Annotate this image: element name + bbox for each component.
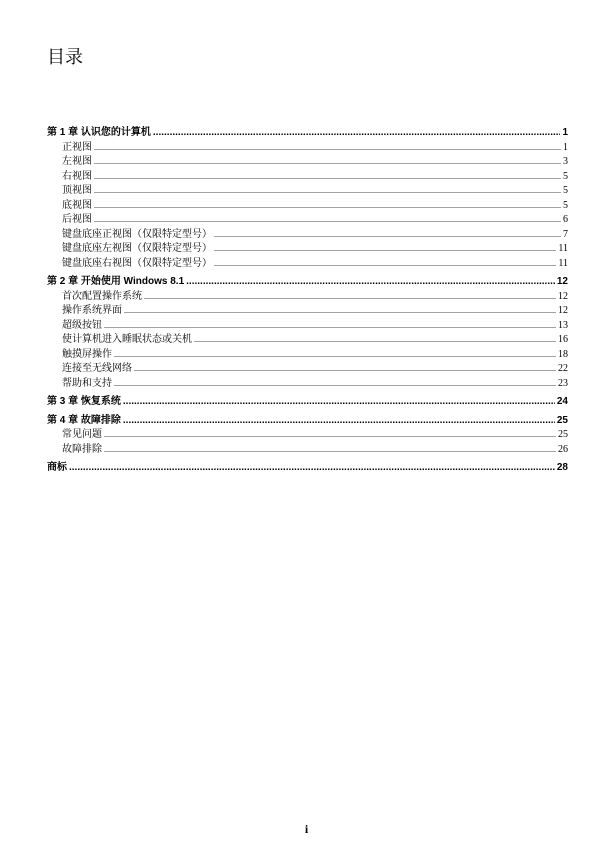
dot-leader bbox=[114, 348, 556, 363]
toc-page-number: 12 bbox=[558, 290, 568, 302]
toc-section-charms[interactable] bbox=[47, 319, 568, 334]
dot-leader bbox=[94, 184, 561, 199]
dot-leader bbox=[144, 290, 556, 305]
toc-section-wireless[interactable] bbox=[47, 362, 568, 377]
toc-section-rear-view[interactable] bbox=[47, 213, 568, 228]
toc-entry-label: 键盘底座正视图（仅限特定型号） bbox=[62, 228, 212, 240]
dot-leader bbox=[214, 228, 561, 243]
dot-leader bbox=[134, 362, 556, 377]
toc-section-keyboard-base-right-view[interactable] bbox=[47, 257, 568, 272]
toc-section-touchscreen[interactable] bbox=[47, 348, 568, 363]
toc-page-number: 5 bbox=[563, 170, 568, 182]
dot-leader bbox=[94, 199, 561, 214]
toc-page-number: 6 bbox=[563, 214, 568, 225]
toc-section-faq[interactable] bbox=[47, 428, 568, 443]
dot-leader bbox=[69, 461, 555, 476]
toc-page-number: 5 bbox=[563, 185, 568, 196]
dot-leader bbox=[104, 319, 556, 334]
toc-chapter-3[interactable] bbox=[47, 395, 568, 410]
toc-entry-label: 第 3 章 恢复系统 bbox=[47, 396, 121, 407]
dot-leader bbox=[94, 141, 561, 156]
toc-entry-label: 故障排除 bbox=[62, 443, 102, 455]
toc-entry-label: 帮助和支持 bbox=[62, 377, 112, 389]
toc-section-front-view[interactable] bbox=[47, 141, 568, 156]
dot-leader bbox=[214, 257, 556, 272]
toc-section-keyboard-base-left-view[interactable] bbox=[47, 242, 568, 257]
toc-section-os-interface[interactable] bbox=[47, 304, 568, 319]
toc-page-number: 18 bbox=[558, 348, 568, 360]
toc-page-number: 25 bbox=[556, 414, 568, 426]
dot-leader bbox=[214, 242, 556, 257]
toc-trademarks[interactable] bbox=[47, 461, 568, 476]
toc-entry-label: 正视图 bbox=[62, 141, 92, 153]
toc-section-help-support[interactable] bbox=[47, 377, 568, 392]
dot-leader bbox=[114, 377, 556, 392]
toc-entry-label: 顶视图 bbox=[62, 185, 92, 196]
toc-section-left-view[interactable] bbox=[47, 155, 568, 170]
toc-entry-label: 第 2 章 开始使用 Windows 8.1 bbox=[47, 276, 185, 287]
toc-page-number: 16 bbox=[558, 334, 568, 345]
page-title: 目录 bbox=[47, 47, 83, 68]
dot-leader bbox=[123, 414, 555, 429]
dot-leader bbox=[94, 170, 561, 185]
toc-chapter-1[interactable] bbox=[47, 126, 568, 141]
toc-page-number: 12 bbox=[556, 276, 568, 287]
toc-entry-label: 首次配置操作系统 bbox=[62, 290, 142, 302]
table-of-contents bbox=[47, 126, 568, 476]
toc-page-number: 5 bbox=[563, 199, 568, 211]
toc-page-number: 1 bbox=[562, 127, 568, 138]
dot-leader bbox=[153, 126, 561, 141]
toc-section-troubleshooting[interactable] bbox=[47, 443, 568, 458]
toc-page-number: 22 bbox=[558, 363, 568, 374]
toc-entry-label: 右视图 bbox=[62, 170, 92, 182]
toc-section-keyboard-base-front-view[interactable] bbox=[47, 228, 568, 243]
dot-leader bbox=[94, 155, 561, 170]
toc-page-number: 11 bbox=[558, 243, 568, 254]
toc-entry-label: 后视图 bbox=[62, 214, 92, 225]
dot-leader bbox=[104, 428, 556, 443]
toc-entry-label: 连接至无线网络 bbox=[62, 363, 132, 374]
toc-entry-label: 键盘底座右视图（仅限特定型号） bbox=[62, 257, 212, 269]
dot-leader bbox=[186, 275, 555, 290]
dot-leader bbox=[104, 443, 556, 458]
toc-page-number: 12 bbox=[558, 305, 568, 316]
toc-section-first-setup[interactable] bbox=[47, 290, 568, 305]
toc-entry-label: 商标 bbox=[47, 462, 67, 473]
toc-page-number: 24 bbox=[556, 396, 568, 407]
toc-entry-label: 触摸屏操作 bbox=[62, 348, 112, 360]
toc-section-sleep-shutdown[interactable] bbox=[47, 333, 568, 348]
dot-leader bbox=[124, 304, 556, 319]
toc-entry-label: 左视图 bbox=[62, 156, 92, 167]
toc-entry-label: 键盘底座左视图（仅限特定型号） bbox=[62, 243, 212, 254]
toc-entry-label: 底视图 bbox=[62, 199, 92, 211]
toc-page-number: 23 bbox=[558, 377, 568, 389]
dot-leader bbox=[194, 333, 556, 348]
toc-section-bottom-view[interactable] bbox=[47, 199, 568, 214]
toc-page-number: 11 bbox=[558, 257, 568, 269]
toc-entry-label: 超级按钮 bbox=[62, 319, 102, 331]
dot-leader bbox=[94, 213, 561, 228]
toc-page-number: 25 bbox=[558, 429, 568, 440]
toc-entry-label: 第 1 章 认识您的计算机 bbox=[47, 127, 151, 138]
toc-entry-label: 第 4 章 故障排除 bbox=[47, 414, 121, 426]
dot-leader bbox=[123, 395, 555, 410]
page-number: i bbox=[304, 822, 309, 836]
toc-section-top-view[interactable] bbox=[47, 184, 568, 199]
toc-page-number: 13 bbox=[558, 319, 568, 331]
toc-chapter-4[interactable] bbox=[47, 414, 568, 429]
toc-page-number: 28 bbox=[556, 462, 568, 473]
toc-entry-label: 使计算机进入睡眠状态或关机 bbox=[62, 334, 192, 345]
toc-entry-label: 常见问题 bbox=[62, 429, 102, 440]
toc-section-right-view[interactable] bbox=[47, 170, 568, 185]
toc-page-number: 26 bbox=[558, 443, 568, 455]
toc-page-number: 1 bbox=[563, 141, 568, 153]
toc-chapter-2[interactable] bbox=[47, 275, 568, 290]
toc-page-number: 7 bbox=[563, 228, 568, 240]
toc-entry-label: 操作系统界面 bbox=[62, 305, 122, 316]
toc-page-number: 3 bbox=[563, 156, 568, 167]
